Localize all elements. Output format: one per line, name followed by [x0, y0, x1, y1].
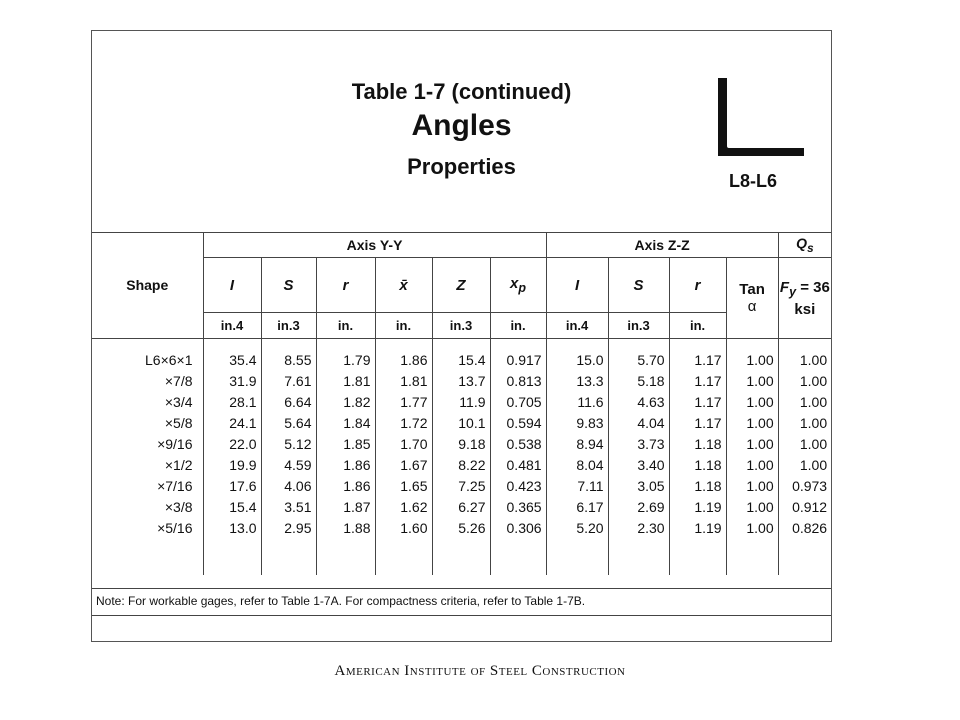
- value-cell: 1.19: [669, 496, 726, 517]
- shape-cell: ×1/2: [164, 456, 193, 473]
- table-row: [92, 349, 831, 370]
- value-cell: 13.3: [546, 370, 608, 391]
- value-cell: 8.04: [546, 454, 608, 475]
- value-cell: 3.73: [608, 433, 669, 454]
- value-cell: 5.70: [608, 349, 669, 370]
- value-cell: 1.81: [316, 370, 375, 391]
- table-frame: [91, 30, 832, 642]
- value-cell: 1.17: [669, 391, 726, 412]
- value-cell: 1.00: [726, 433, 778, 454]
- note-bar: [92, 588, 831, 616]
- value-cell: 0.912: [778, 496, 831, 517]
- value-cell: 1.18: [669, 433, 726, 454]
- properties-table: [92, 232, 831, 575]
- value-cell: 0.705: [490, 391, 546, 412]
- value-cell: 1.60: [375, 517, 432, 538]
- value-cell: 1.87: [316, 496, 375, 517]
- value-cell: 28.1: [203, 391, 261, 412]
- value-cell: 1.00: [726, 454, 778, 475]
- value-cell: 2.95: [261, 517, 316, 538]
- value-cell: 6.17: [546, 496, 608, 517]
- size-range-label: L8-L6: [729, 171, 778, 191]
- value-cell: 0.306: [490, 517, 546, 538]
- value-cell: 1.77: [375, 391, 432, 412]
- yy-r-header: r: [316, 258, 375, 313]
- value-cell: 1.81: [375, 370, 432, 391]
- value-cell: 1.00: [778, 433, 831, 454]
- value-cell: 1.86: [316, 454, 375, 475]
- value-cell: 5.64: [261, 412, 316, 433]
- tan-alpha-header: Tan α: [726, 258, 778, 339]
- zz-s-header: S: [608, 258, 669, 313]
- value-cell: 7.61: [261, 370, 316, 391]
- unit-header: in.3: [261, 313, 316, 339]
- value-cell: 2.30: [608, 517, 669, 538]
- shape-cell: ×7/8: [164, 372, 193, 389]
- axis-yy-header: Axis Y-Y: [203, 232, 546, 258]
- value-cell: 0.481: [490, 454, 546, 475]
- shape-cell: ×7/16: [157, 477, 193, 494]
- table-header: [92, 31, 831, 233]
- shape-cell: ×3/4: [164, 393, 193, 410]
- shape-cell: ×3/8: [164, 498, 193, 515]
- value-cell: 1.18: [669, 454, 726, 475]
- value-cell: 6.64: [261, 391, 316, 412]
- value-cell: 15.4: [432, 349, 490, 370]
- zz-i-header: I: [546, 258, 608, 313]
- value-cell: 1.00: [726, 391, 778, 412]
- value-cell: 1.17: [669, 370, 726, 391]
- value-cell: 15.0: [546, 349, 608, 370]
- value-cell: 4.59: [261, 454, 316, 475]
- value-cell: 1.62: [375, 496, 432, 517]
- qs-header: $Q_s$: [778, 232, 831, 258]
- value-cell: 2.69: [608, 496, 669, 517]
- value-cell: 0.917: [490, 349, 546, 370]
- value-cell: 1.19: [669, 517, 726, 538]
- value-cell: 5.26: [432, 517, 490, 538]
- value-cell: 1.85: [316, 433, 375, 454]
- value-cell: 1.86: [316, 475, 375, 496]
- unit-header: in.: [669, 313, 726, 339]
- value-cell: 1.70: [375, 433, 432, 454]
- value-cell: 1.88: [316, 517, 375, 538]
- value-cell: 1.00: [726, 517, 778, 538]
- value-cell: 31.9: [203, 370, 261, 391]
- value-cell: 3.05: [608, 475, 669, 496]
- value-cell: 1.82: [316, 391, 375, 412]
- axis-zz-header: Axis Z-Z: [546, 232, 778, 258]
- value-cell: 24.1: [203, 412, 261, 433]
- value-cell: 5.20: [546, 517, 608, 538]
- table-row: [92, 433, 831, 454]
- table-subtitle: Properties: [407, 154, 516, 179]
- value-cell: 4.63: [608, 391, 669, 412]
- value-cell: 10.1: [432, 412, 490, 433]
- value-cell: 7.25: [432, 475, 490, 496]
- value-cell: 0.813: [490, 370, 546, 391]
- table-title: Angles: [411, 109, 512, 142]
- shape-cell: L6×6×1: [145, 351, 193, 368]
- value-cell: 1.00: [726, 349, 778, 370]
- value-cell: 0.423: [490, 475, 546, 496]
- value-cell: 1.00: [726, 496, 778, 517]
- value-cell: 11.6: [546, 391, 608, 412]
- value-cell: 13.0: [203, 517, 261, 538]
- table-row: [92, 412, 831, 433]
- value-cell: 7.11: [546, 475, 608, 496]
- value-cell: 13.7: [432, 370, 490, 391]
- yy-s-header: S: [261, 258, 316, 313]
- shape-cell: ×5/16: [157, 519, 193, 536]
- value-cell: 8.94: [546, 433, 608, 454]
- table-row: [92, 454, 831, 475]
- value-cell: 1.72: [375, 412, 432, 433]
- unit-header: in.: [316, 313, 375, 339]
- spacer-row: [92, 339, 831, 350]
- value-cell: 35.4: [203, 349, 261, 370]
- value-cell: 8.22: [432, 454, 490, 475]
- value-cell: 15.4: [203, 496, 261, 517]
- angle-shape-icon: [716, 76, 806, 161]
- unit-header: in.: [490, 313, 546, 339]
- table-row: [92, 496, 831, 517]
- value-cell: 17.6: [203, 475, 261, 496]
- unit-header: in.4: [203, 313, 261, 339]
- shape-cell: ×5/8: [164, 414, 193, 431]
- value-cell: 22.0: [203, 433, 261, 454]
- yy-xp-header: $x_p$: [490, 258, 546, 313]
- value-cell: 11.9: [432, 391, 490, 412]
- value-cell: 5.18: [608, 370, 669, 391]
- unit-header: in.3: [608, 313, 669, 339]
- value-cell: 1.67: [375, 454, 432, 475]
- yy-i-header: I: [203, 258, 261, 313]
- publisher-footer: American Institute of Steel Construction: [334, 663, 626, 679]
- value-cell: 1.18: [669, 475, 726, 496]
- value-cell: 1.84: [316, 412, 375, 433]
- value-cell: 1.17: [669, 349, 726, 370]
- value-cell: 1.00: [778, 349, 831, 370]
- fy-header: $F_y = 36$ ksi: [778, 258, 831, 339]
- value-cell: 1.00: [726, 370, 778, 391]
- value-cell: 4.06: [261, 475, 316, 496]
- value-cell: 1.00: [778, 412, 831, 433]
- value-cell: 0.365: [490, 496, 546, 517]
- value-cell: 1.79: [316, 349, 375, 370]
- unit-header: in.3: [432, 313, 490, 339]
- value-cell: 9.18: [432, 433, 490, 454]
- value-cell: 6.27: [432, 496, 490, 517]
- value-cell: 1.00: [726, 412, 778, 433]
- value-cell: 1.00: [778, 454, 831, 475]
- value-cell: 0.538: [490, 433, 546, 454]
- value-cell: 8.55: [261, 349, 316, 370]
- value-cell: 19.9: [203, 454, 261, 475]
- table-row: [92, 391, 831, 412]
- value-cell: 1.00: [726, 475, 778, 496]
- value-cell: 1.65: [375, 475, 432, 496]
- yy-xbar-header: x̄: [375, 258, 432, 313]
- table-row: [92, 517, 831, 538]
- value-cell: 1.17: [669, 412, 726, 433]
- value-cell: 1.00: [778, 370, 831, 391]
- value-cell: 0.973: [778, 475, 831, 496]
- value-cell: 1.86: [375, 349, 432, 370]
- zz-r-header: r: [669, 258, 726, 313]
- yy-z-header: Z: [432, 258, 490, 313]
- value-cell: 1.00: [778, 391, 831, 412]
- shape-column-header: Shape: [92, 232, 203, 339]
- value-cell: 0.594: [490, 412, 546, 433]
- table-row: [92, 475, 831, 496]
- unit-header: in.: [375, 313, 432, 339]
- spacer-row: [92, 538, 831, 575]
- value-cell: 3.51: [261, 496, 316, 517]
- table-row: [92, 370, 831, 391]
- value-cell: 9.83: [546, 412, 608, 433]
- unit-header: in.4: [546, 313, 608, 339]
- value-cell: 3.40: [608, 454, 669, 475]
- shape-cell: ×9/16: [157, 435, 193, 452]
- value-cell: 5.12: [261, 433, 316, 454]
- value-cell: 4.04: [608, 412, 669, 433]
- value-cell: 0.826: [778, 517, 831, 538]
- table-number: Table 1-7 (continued): [351, 79, 572, 104]
- table-note: Note: For workable gages, refer to Table 1-7A. For compactness criteria, refer to Table 1-7B.: [96, 594, 586, 608]
